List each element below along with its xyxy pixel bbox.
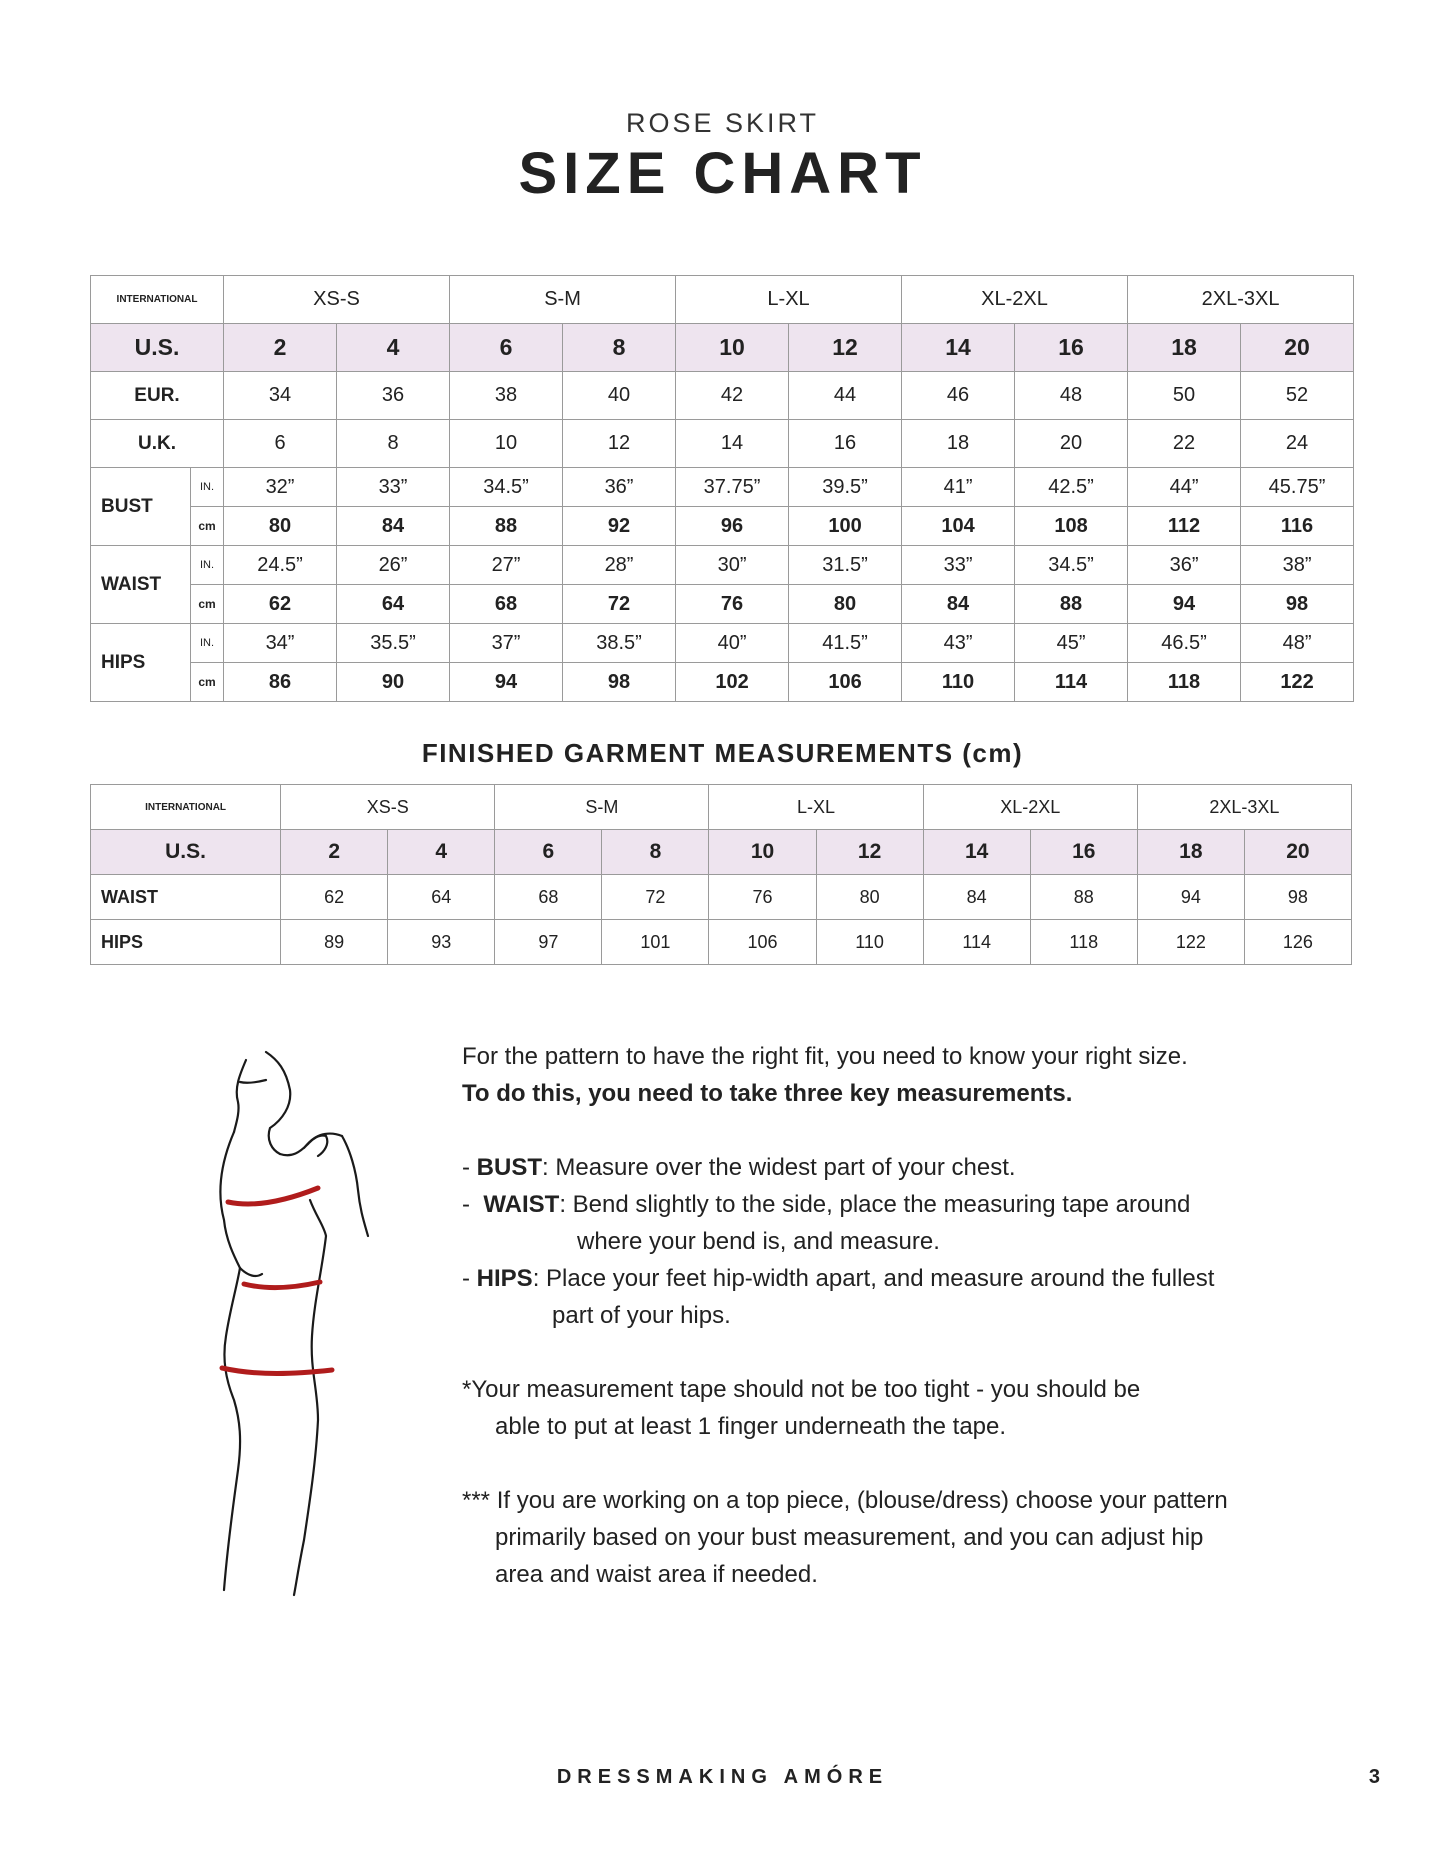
table-cell: 8	[563, 324, 676, 372]
hips-text: : Place your feet hip-width apart, and measure around the fullest	[532, 1265, 1215, 1292]
table-cell: 41.5”	[789, 624, 902, 663]
table-cell: 108	[1015, 507, 1128, 546]
table-cell: 84	[902, 585, 1015, 624]
table-cell: 14	[923, 830, 1030, 875]
table-cell: 40”	[676, 624, 789, 663]
size-group-header-row	[91, 785, 1352, 830]
table-cell: 8	[337, 420, 450, 468]
body-figure-illustration	[200, 1040, 440, 1600]
bullet: -	[462, 1154, 477, 1181]
table-cell: 112	[1128, 507, 1241, 546]
waist-label: WAIST	[91, 875, 281, 920]
size-group-header: L-XL	[676, 276, 902, 324]
table-cell: 34.5”	[1015, 546, 1128, 585]
table-cell: 94	[1137, 875, 1244, 920]
table-cell: 45.75”	[1241, 468, 1354, 507]
table-cell: 31.5”	[789, 546, 902, 585]
table-cell: 2	[224, 324, 337, 372]
us-size-label: U.S.	[91, 830, 281, 875]
table-cell: 38.5”	[563, 624, 676, 663]
table-cell: 97	[495, 920, 602, 965]
table-cell: 110	[902, 663, 1015, 702]
table-cell: 116	[1241, 507, 1354, 546]
table-cell: 4	[337, 324, 450, 372]
waist-text: : Bend slightly to the side, place the measuring tape around	[559, 1191, 1191, 1218]
table-cell: 16	[1030, 830, 1137, 875]
waist-label: WAIST	[483, 1191, 560, 1218]
table-cell: 39.5”	[789, 468, 902, 507]
table-cell: 88	[450, 507, 563, 546]
table-cell: 62	[224, 585, 337, 624]
table-cell: 28”	[563, 546, 676, 585]
table-cell: 14	[676, 420, 789, 468]
table-cell: 33”	[902, 546, 1015, 585]
tape-note: *Your measurement tape should not be too tight - you should be	[462, 1376, 1141, 1403]
table-cell: 106	[789, 663, 902, 702]
table-cell: 94	[1128, 585, 1241, 624]
table-cell: 118	[1030, 920, 1137, 965]
table-cell: 100	[789, 507, 902, 546]
table-cell: 76	[709, 875, 816, 920]
table-cell: 33”	[337, 468, 450, 507]
finished-garment-table	[90, 784, 1352, 965]
table-cell: 12	[789, 324, 902, 372]
unit-cm-label: cm	[191, 663, 224, 702]
table-cell: 37”	[450, 624, 563, 663]
size-group-header: XL-2XL	[902, 276, 1128, 324]
intro-bold-text: To do this, you need to take three key measurements.	[462, 1080, 1073, 1107]
table-cell: 50	[1128, 372, 1241, 420]
table-cell: 44”	[1128, 468, 1241, 507]
top-piece-note: *** If you are working on a top piece, (blouse/dress) choose your pattern	[462, 1487, 1228, 1514]
table-cell: 104	[902, 507, 1015, 546]
size-group-header: XS-S	[224, 276, 450, 324]
table-cell: 10	[676, 324, 789, 372]
us-size-label: U.S.	[91, 324, 224, 372]
table-cell: 16	[1015, 324, 1128, 372]
international-label: INTERNATIONAL	[91, 785, 281, 830]
top-piece-note-cont-2: area and waist area if needed.	[495, 1561, 818, 1588]
table-cell: 6	[224, 420, 337, 468]
table-cell: 101	[602, 920, 709, 965]
table-cell: 98	[563, 663, 676, 702]
table-cell: 126	[1244, 920, 1351, 965]
table-cell: 102	[676, 663, 789, 702]
table-cell: 46	[902, 372, 1015, 420]
table-cell: 93	[388, 920, 495, 965]
table-row	[91, 372, 1354, 420]
table-cell: 35.5”	[337, 624, 450, 663]
table-cell: 6	[495, 830, 602, 875]
table-cell: 92	[563, 507, 676, 546]
table-cell: 44	[789, 372, 902, 420]
top-piece-note-cont: primarily based on your bust measurement, and you can adjust hip	[495, 1524, 1204, 1551]
table-cell: 80	[224, 507, 337, 546]
table-cell: 20	[1015, 420, 1128, 468]
size-group-header-row	[91, 276, 1354, 324]
table-cell: 106	[709, 920, 816, 965]
table-cell: 6	[450, 324, 563, 372]
size-group-header: 2XL-3XL	[1128, 276, 1354, 324]
table-cell: 36”	[563, 468, 676, 507]
table-row	[91, 624, 1354, 663]
international-label: INTERNATIONAL	[91, 276, 224, 324]
unit-cm-label: cm	[191, 585, 224, 624]
table-cell: 34	[224, 372, 337, 420]
table-cell: 18	[902, 420, 1015, 468]
table-cell: 94	[450, 663, 563, 702]
hips-instruction	[462, 1260, 1282, 1297]
table-cell: 36	[337, 372, 450, 420]
table-cell: 38	[450, 372, 563, 420]
table-cell: 36”	[1128, 546, 1241, 585]
table-cell: 38”	[1241, 546, 1354, 585]
table-cell: 42.5”	[1015, 468, 1128, 507]
table-row	[91, 420, 1354, 468]
bullet: -	[462, 1191, 484, 1218]
table-cell: 8	[602, 830, 709, 875]
table-cell: 84	[337, 507, 450, 546]
table-row	[91, 507, 1354, 546]
table-cell: 45”	[1015, 624, 1128, 663]
size-group-header: L-XL	[709, 785, 923, 830]
page-title: SIZE CHART	[518, 141, 927, 206]
table-cell: 114	[923, 920, 1030, 965]
bust-label: BUST	[91, 468, 191, 546]
table-row	[91, 324, 1354, 372]
table-cell: 118	[1128, 663, 1241, 702]
table-cell: 48	[1015, 372, 1128, 420]
table-row	[91, 920, 1352, 965]
table-row	[91, 830, 1352, 875]
table-cell: 46.5”	[1128, 624, 1241, 663]
table-cell: 48”	[1241, 624, 1354, 663]
hips-instruction-cont: part of your hips.	[552, 1302, 731, 1329]
table-cell: 41”	[902, 468, 1015, 507]
table-cell: 64	[337, 585, 450, 624]
table-cell: 34”	[224, 624, 337, 663]
table-cell: 64	[388, 875, 495, 920]
table-cell: 34.5”	[450, 468, 563, 507]
table-cell: 52	[1241, 372, 1354, 420]
table-cell: 62	[281, 875, 388, 920]
uk-size-label: U.K.	[91, 420, 224, 468]
table-cell: 122	[1241, 663, 1354, 702]
size-chart-table	[90, 275, 1354, 702]
table-cell: 88	[1015, 585, 1128, 624]
table-cell: 12	[563, 420, 676, 468]
tape-note-cont: able to put at least 1 finger underneath the tape.	[495, 1413, 1007, 1440]
table-cell: 22	[1128, 420, 1241, 468]
measurement-instructions	[462, 1038, 1282, 1593]
intro-text: For the pattern to have the right fit, you need to know your right size.	[462, 1043, 1188, 1070]
unit-inches-label: IN.	[191, 468, 224, 507]
table-cell: 80	[816, 875, 923, 920]
table-cell: 42	[676, 372, 789, 420]
hips-label: HIPS	[476, 1265, 533, 1292]
table-cell: 98	[1241, 585, 1354, 624]
size-group-header: 2XL-3XL	[1137, 785, 1351, 830]
table-cell: 40	[563, 372, 676, 420]
table-cell: 10	[450, 420, 563, 468]
table-cell: 86	[224, 663, 337, 702]
unit-inches-label: IN.	[191, 546, 224, 585]
table-cell: 43”	[902, 624, 1015, 663]
table-cell: 4	[388, 830, 495, 875]
waist-instruction-cont: where your bend is, and measure.	[577, 1228, 940, 1255]
table-cell: 98	[1244, 875, 1351, 920]
table-cell: 20	[1241, 324, 1354, 372]
hips-label: HIPS	[91, 624, 191, 702]
table-cell: 12	[816, 830, 923, 875]
eur-size-label: EUR.	[91, 372, 224, 420]
table-cell: 72	[602, 875, 709, 920]
bust-label: BUST	[476, 1154, 543, 1181]
table-cell: 24	[1241, 420, 1354, 468]
table-cell: 18	[1137, 830, 1244, 875]
table-cell: 2	[281, 830, 388, 875]
table-row	[91, 875, 1352, 920]
table-cell: 32”	[224, 468, 337, 507]
footer-brand: DRESSMAKING AMÓRE	[556, 1766, 889, 1788]
table-cell: 20	[1244, 830, 1351, 875]
table-cell: 68	[495, 875, 602, 920]
table-cell: 18	[1128, 324, 1241, 372]
table-cell: 24.5”	[224, 546, 337, 585]
table-cell: 114	[1015, 663, 1128, 702]
size-group-header: XS-S	[281, 785, 495, 830]
bust-instruction	[462, 1149, 1282, 1186]
table-cell: 80	[789, 585, 902, 624]
page-number: 3	[1368, 1766, 1380, 1788]
table-cell: 89	[281, 920, 388, 965]
table-cell: 122	[1137, 920, 1244, 965]
table-cell: 76	[676, 585, 789, 624]
table-cell: 90	[337, 663, 450, 702]
table-cell: 84	[923, 875, 1030, 920]
subtitle: ROSE SKIRT	[625, 108, 820, 138]
table-cell: 27”	[450, 546, 563, 585]
table-row	[91, 468, 1354, 507]
table-cell: 68	[450, 585, 563, 624]
unit-cm-label: cm	[191, 507, 224, 546]
waist-instruction	[462, 1186, 1282, 1223]
table-row	[91, 663, 1354, 702]
table-row	[91, 585, 1354, 624]
table-cell: 72	[563, 585, 676, 624]
table-cell: 110	[816, 920, 923, 965]
table-row	[91, 546, 1354, 585]
table-cell: 26”	[337, 546, 450, 585]
unit-inches-label: IN.	[191, 624, 224, 663]
bust-text: : Measure over the widest part of your chest.	[542, 1154, 1016, 1181]
table-cell: 30”	[676, 546, 789, 585]
table-cell: 16	[789, 420, 902, 468]
waist-label: WAIST	[91, 546, 191, 624]
size-group-header: S-M	[495, 785, 709, 830]
size-group-header: XL-2XL	[923, 785, 1137, 830]
finished-garment-title: FINISHED GARMENT MEASUREMENTS (cm)	[421, 738, 1024, 768]
size-group-header: S-M	[450, 276, 676, 324]
table-cell: 96	[676, 507, 789, 546]
table-cell: 10	[709, 830, 816, 875]
bullet: -	[462, 1265, 477, 1292]
table-cell: 14	[902, 324, 1015, 372]
table-cell: 88	[1030, 875, 1137, 920]
table-cell: 37.75”	[676, 468, 789, 507]
hips-label: HIPS	[91, 920, 281, 965]
